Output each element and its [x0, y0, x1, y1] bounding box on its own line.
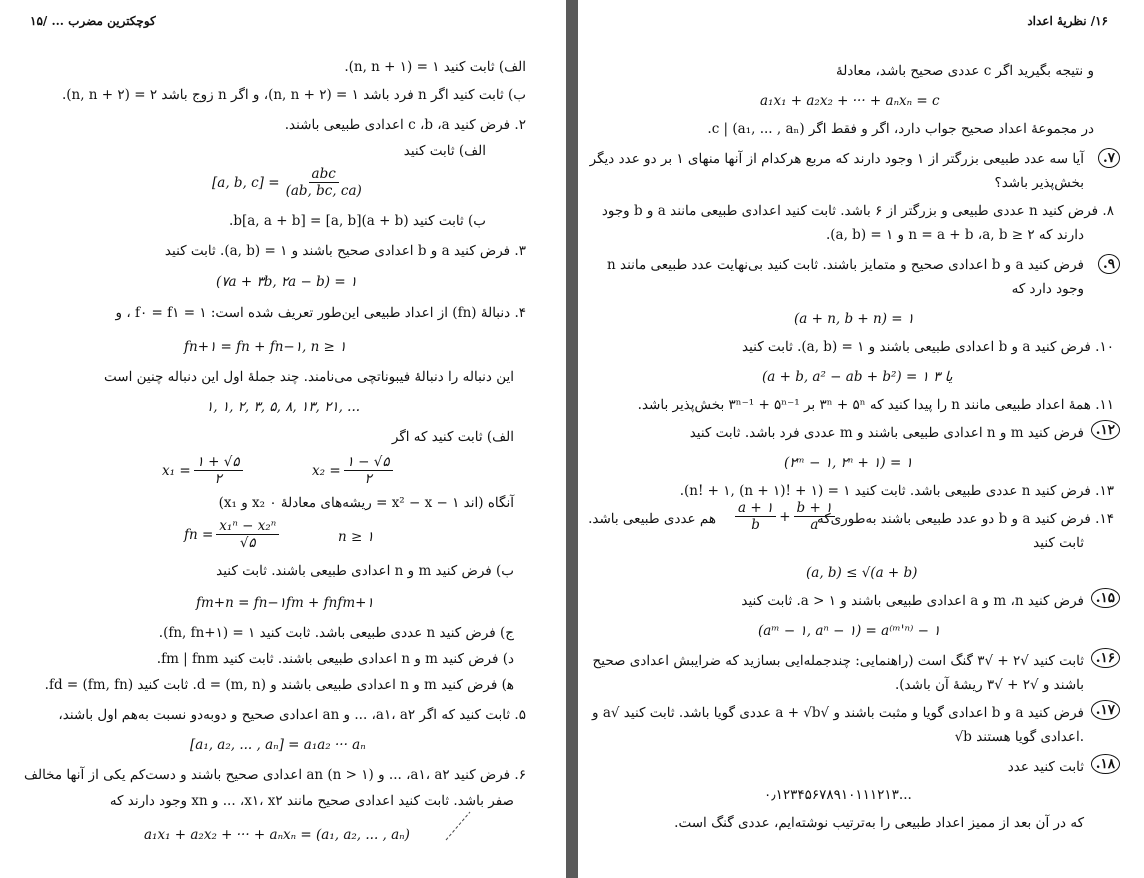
item-4a: الف) ثابت کنید که اگر	[391, 429, 514, 445]
item-6-line1: ۶. فرض کنید a۱، a۲، ... و an (n > ۱) اعدادی صحیح باشند و دست‌کم یکی از آنها مخالف	[23, 767, 526, 783]
left-page	[0, 0, 566, 878]
item-18: ثابت کنید عدد	[1007, 759, 1084, 775]
formula-6: a₁x₁ + a₂x₂ + ··· + aₙxₙ = (a₁, a₂, ... , aₙ)	[144, 827, 410, 843]
item-7-line2: بخش‌پذیر باشد؟	[994, 175, 1084, 191]
item-13: ۱۳. فرض کنید n عددی طبیعی باشد. ثابت کنید ۱ = (n! + ۱, (n + ۱)! + ۱).	[679, 483, 1114, 499]
pencil-mark	[444, 808, 474, 844]
item-17-line1: فرض کنید a و b اعدادی گویا و مثبت باشند و √a + √b عددی گویا باشد. ثابت کنید √a و	[592, 705, 1084, 721]
item-17-number: ۱۷.	[1091, 700, 1120, 720]
page-header: کوچکترین مضرب ... /۱۵	[30, 14, 156, 28]
page-header: ۱۶/ نظریهٔ اعداد	[1027, 14, 1108, 28]
item-8-line2: دارند که n = a + b ،a, b ≥ ۲ و ۱ = (a, b).	[825, 227, 1084, 243]
item-14-line1-tail: هم عددی طبیعی باشد.	[588, 511, 716, 527]
item-6-line2: صفر باشد. ثابت کنید اعدادی صحیح مانند x۱، x۲، ... و xn وجود دارند که	[109, 793, 514, 809]
fib-sequence: ۱, ۱, ۲, ۳, ۵, ۸, ۱۳, ۲۱, ...	[206, 399, 361, 415]
item-2a: الف) ثابت کنید	[403, 143, 486, 159]
item-11: ۱۱. همهٔ اعداد طبیعی مانند n را پیدا کنید که ۳ⁿ + ۵ⁿ بر ۳ⁿ⁻¹ + ۵ⁿ⁻¹ بخش‌پذیر باشد.	[637, 397, 1114, 413]
item-4b: ب) فرض کنید m و n اعدادی طبیعی باشند. ثابت کنید	[216, 563, 514, 579]
item-7-number: ۷.	[1098, 148, 1120, 168]
item-14-fraction: a + ۱ b + $\frac{b + ۱}{a}$	[732, 500, 838, 533]
formula-x1: x₁ = ۱ + √۵ ۲	[162, 454, 246, 487]
formula-3: (۷a + ۳b, ۲a − b) = ۱	[216, 274, 358, 290]
binet-condition: n ≥ ۱	[338, 529, 374, 545]
item-9-line2: وجود دارد که	[1011, 281, 1084, 297]
formula-fmn: fm+n = fn−۱fm + fnfm+۱	[196, 595, 374, 611]
item-16-line1: ثابت کنید √۲ + √۳ گنگ است (راهنمایی: چندجمله‌ایی بسازید که ضرایبش اعدادی صحیح	[592, 653, 1084, 669]
item-12-number: ۱۲.	[1091, 420, 1120, 440]
item-16-number: ۱۶.	[1091, 648, 1120, 668]
item-8-line1: ۸. فرض کنید n عددی طبیعی و بزرگتر از ۶ باشد. ثابت کنید اعدادی طبیعی مانند a و b وجود	[601, 203, 1114, 219]
item-2b: ب) ثابت کنید (a + b)[a, b] = b[a, a + b].	[229, 213, 486, 229]
item-4e: ﻫ) فرض کنید m و n اعدادی طبیعی باشند و (m, n) = d. ثابت کنید (fm, fn) = fd.	[44, 677, 514, 693]
intro-line1: و نتیجه بگیرید اگر c عددی صحیح باشد، معادلهٔ	[835, 63, 1094, 79]
item-7-line1: آیا سه عدد طبیعی بزرگتر از ۱ وجود دارند که مربع هرکدام از آنها منهای ۱ بر دو عدد دیگر	[589, 151, 1084, 167]
item-15: فرض کنید m ،n و a اعدادی طبیعی باشند و a > ۱. ثابت کنید	[741, 593, 1084, 609]
item-18-number: ۱۸.	[1091, 754, 1120, 774]
item-16-line2: باشند و √۲ + √۳ ریشهٔ آن باشد).	[894, 677, 1084, 693]
item-1b: ب) ثابت کنید اگر n فرد باشد ۱ = (n, n + ۲)، و اگر n زوج باشد ۲ = (n, n + ۲).	[61, 87, 526, 103]
item-5: ۵. ثابت کنید که اگر a۱، a۲، ... و an اعدادی صحیح و دوبه‌دو نسبت به‌هم اول باشند،	[58, 707, 526, 723]
formula-15: (aᵐ − ۱, aⁿ − ۱) = a⁽ᵐ'ⁿ⁾ − ۱	[758, 623, 941, 639]
item-17-line2: √b اعدادی گویا هستند.	[954, 729, 1084, 745]
formula-12: (۲ᵐ − ۱, ۲ⁿ + ۱) = ۱	[784, 455, 913, 471]
item-1a: الف) ثابت کنید ۱ = (n, n + ۱).	[344, 59, 526, 75]
right-page	[578, 0, 1144, 878]
item-18-end: که در آن بعد از ممیز اعداد طبیعی را به‌ترتیب نوشته‌ایم، عددی گنگ است.	[674, 815, 1084, 831]
item-4d: د) فرض کنید m و n اعدادی طبیعی باشند. ثابت کنید fm | fnm.	[156, 651, 514, 667]
roots-text: (x₁ و x₂ ریشه‌های معادلهٔ ۰ = x² − x − ۱ اند) آنگاه	[218, 495, 514, 511]
item-12: فرض کنید m و n اعدادی طبیعی باشند و m عددی فرد باشد. ثابت کنید	[689, 425, 1084, 441]
item-9-line1: فرض کنید a و b اعدادی صحیح و متمایز باشند. ثابت کنید بی‌نهایت عدد طبیعی مانند n	[607, 257, 1084, 273]
item-15-number: ۱۵.	[1091, 588, 1120, 608]
formula-binet: fn = x₁ⁿ − x₂ⁿ √۵	[184, 518, 282, 551]
formula-9: (a + n, b + n) = ۱	[794, 311, 915, 327]
item-14-line1-end: ۱۴. فرض کنید a و b دو عدد طبیعی باشند به‌طوری‌که	[816, 511, 1114, 527]
item-14-line2: ثابت کنید	[1033, 535, 1084, 551]
formula-5: [a₁, a₂, ... , aₙ] = a₁a₂ ··· aₙ	[190, 737, 366, 753]
formula-18: ۰٫۱۲۳۴۵۶۷۸۹۱۰۱۱۱۲۱۳...	[764, 787, 912, 803]
item-3: ۳. فرض کنید a و b اعدادی صحیح باشند و ۱ = (a, b). ثابت کنید	[164, 243, 526, 259]
formula-x2: x₂ = ۱ − √۵ ۲	[312, 454, 396, 487]
item-10: ۱۰. فرض کنید a و b اعدادی طبیعی باشند و ۱ = (a, b). ثابت کنید	[741, 339, 1114, 355]
intro-line2: در مجموعهٔ اعداد صحیح جواب دارد، اگر و فقط اگر c | (a₁, ... , aₙ).	[707, 121, 1094, 137]
intro-equation: a₁x₁ + a₂x₂ + ··· + aₙxₙ = c	[760, 93, 940, 109]
formula-fib: fn+۱ = fn + fn−۱, n ≥ ۱	[184, 339, 347, 355]
item-4c: ج) فرض کنید n عددی طبیعی باشد. ثابت کنید ۱ = (fn, fn+۱).	[158, 625, 514, 641]
formula-14: (a, b) ≤ √(a + b)	[806, 565, 918, 581]
item-2: ۲. فرض کنید c ،b ،a اعدادی طبیعی باشند.	[284, 117, 526, 133]
item-4: ۴. دنبالهٔ (fn) از اعداد طبیعی این‌طور تعریف شده است: ۱ = f۰ = f۱ ، و	[115, 305, 526, 321]
formula-10: (a + b, a² − ab + b²) = ۱ یا ۳	[762, 369, 953, 385]
item-9-number: ۹.	[1098, 254, 1120, 274]
item-4-text: این دنباله را دنبالهٔ فیبوناتچی می‌نامند. چند جملهٔ اول این دنباله چنین است	[104, 369, 514, 385]
formula-lcm: [a, b, c] = abc (ab, bc, ca)	[212, 166, 362, 199]
